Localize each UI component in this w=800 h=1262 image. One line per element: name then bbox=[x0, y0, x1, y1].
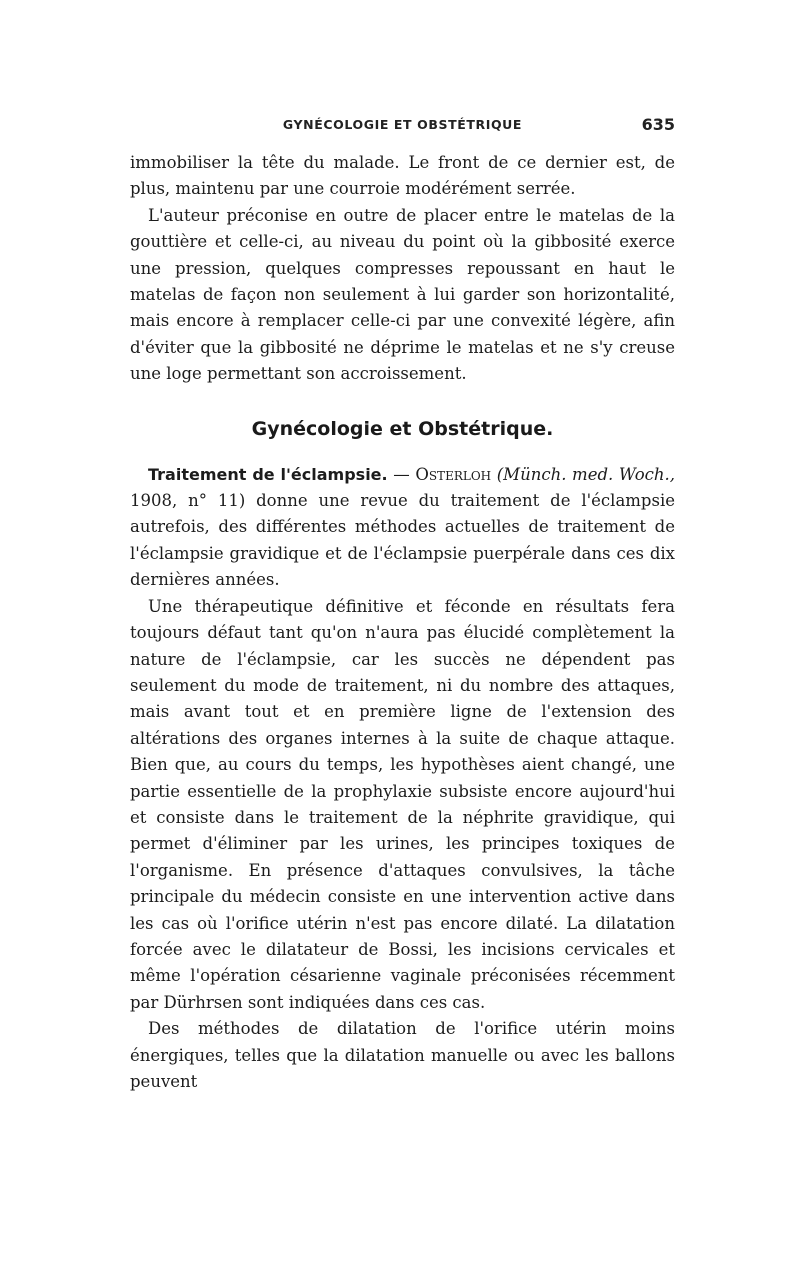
paragraph-author-recommendation: L'auteur préconise en outre de placer entre le matelas de la gouttière et celle-ci, au niveau du point où la gibbosité exerce une pression, quelques compresses repoussant en haut le matelas de façon non seulement à lui garder son horizontalité, mais encore à remplacer celle-ci par une convexité légère, afin d'éviter que la gibbosité ne déprime le matelas et ne s'y creuse une loge permettant son accroissement. bbox=[130, 205, 675, 384]
paragraph-dilatation-methods: Des méthodes de dilatation de l'orifice utérin moins énergiques, telles que la dilatation manuelle ou avec les ballons peuvent bbox=[130, 1019, 675, 1091]
title-dash: — bbox=[387, 464, 416, 484]
article-intro: donne une revue du traitement de l'éclampsie autrefois, des différentes méthodes actuelles de traitement de l'éclampsie gravidique et de l'éclampsie puerpérale dans ces dix dernières années. bbox=[130, 491, 675, 590]
article-title: Traitement de l'éclampsie. bbox=[148, 464, 388, 484]
page-body bbox=[130, 150, 675, 1095]
running-header bbox=[130, 117, 675, 137]
section-heading: Gynécologie et Obstétrique. bbox=[251, 417, 554, 440]
paragraph-therapeutics: Une thérapeutique définitive et féconde en résultats fera toujours défaut tant qu'on n'aura pas élucidé complètement la nature de l'éclampsie, car les succès ne dépendent pas seulement du mode de traitement, ni du nombre des attaques, mais avant tout et en première ligne de l'extension des altérations des organes internes à la suite de chaque attaque. Bien que, au cours du temps, les hypothèses aient changé, une partie essentielle de la prophylaxie subsiste encore aujourd'hui et consiste dans le traitement de la néphrite gravidique, qui permet d'éliminer par les urines, les principes toxiques de l'organisme. En présence d'attaques convulsives, la tâche principale du médecin consiste en une intervention active dans les cas où l'orifice utérin n'est pas encore dilaté. La dilatation forcée avec le dilatateur de Bossi, les incisions cervicales et même l'opération césarienne vaginale préconisées récemment par Dürhrsen sont indiquées dans ces cas. bbox=[130, 596, 675, 1012]
journal-reference: (Münch. med. Woch., bbox=[496, 464, 675, 484]
page-number: 635 bbox=[641, 115, 675, 134]
paragraph-continued: immobiliser la tête du malade. Le front de ce dernier est, de plus, maintenu par une courroie modérément serrée. bbox=[130, 153, 675, 199]
running-title: GYNÉCOLOGIE ET OBSTÉTRIQUE bbox=[282, 117, 523, 132]
citation-number: 1908, n° 11) bbox=[130, 491, 246, 511]
article-author: Osterloh bbox=[415, 464, 492, 484]
article-paragraph bbox=[130, 462, 675, 594]
